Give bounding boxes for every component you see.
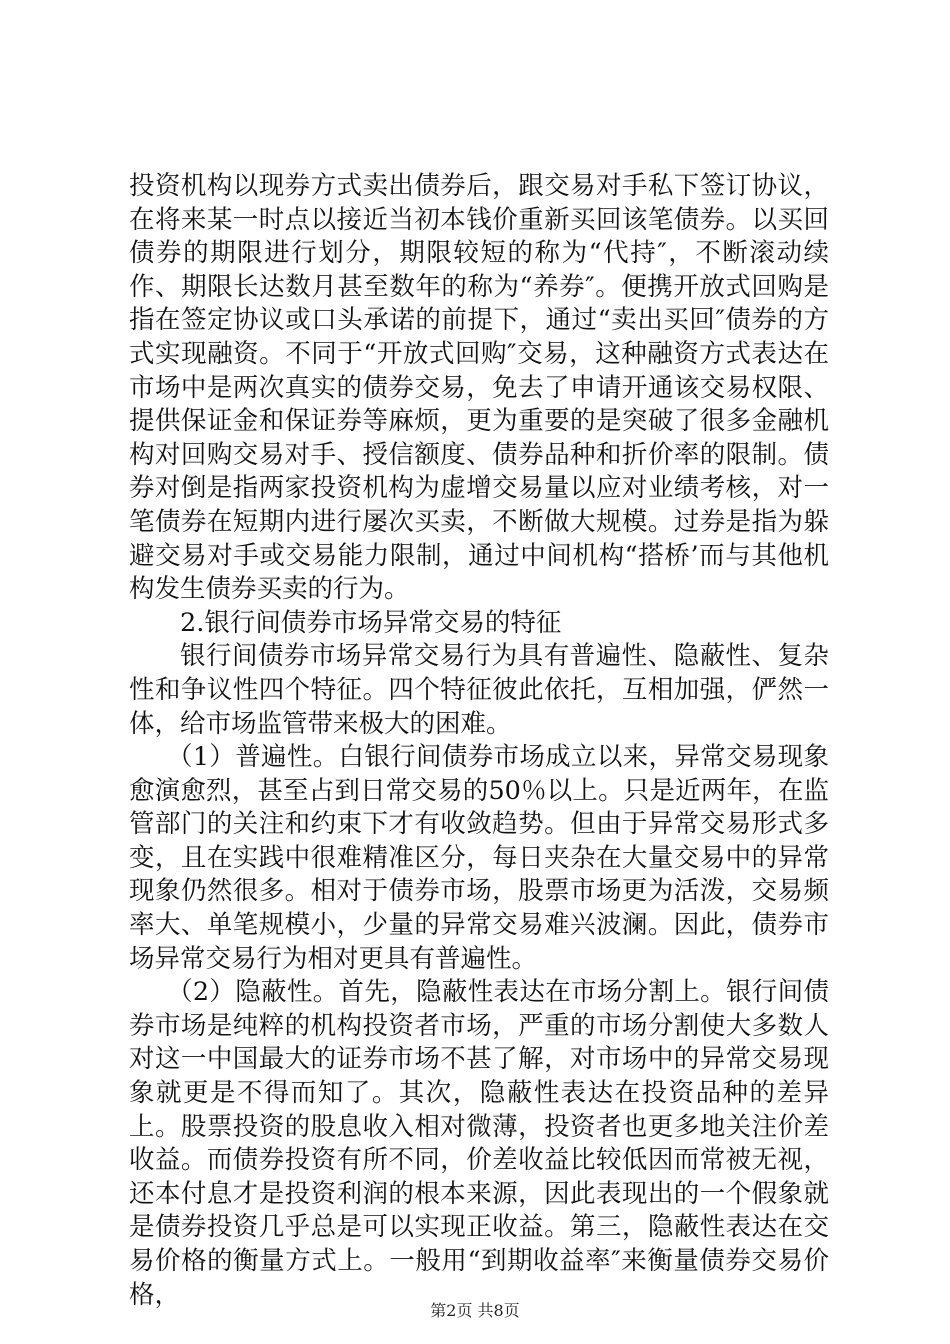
section-heading-features: 2.银行间债券市场异常交易的特征 [180, 607, 562, 638]
page-number-footer: 第2页 共8页 [430, 1301, 520, 1320]
paragraph-concealment: （2）隐蔽性。首先，隐蔽性表达在市场分割上。银行间债券市场是纯粹的机构投资者市场，严重的市场分割使大多数人对这一中国最大的证券市场不甚了解，对市场中的异常交易现象就更是不得而知了。其次，隐蔽性表达在投资品种的差异上。股票投资的股息收入相对微薄，投资者也更多地关注价差收益。而债券投资有所不同，价差收益比较低因而常被无视，还本付息才是投资利润的根本来源，因此表现出的一个假象就是债券投资几乎总是可以实现正收益。第三，隐蔽性表达在交易价格的衡量方式上。一般用“到期收益率″来衡量债券交易价格， [129, 977, 829, 1310]
body-text [129, 170, 829, 1312]
paragraph-universality: （1）普遍性。白银行间债券市场成立以来，异常交易现象愈演愈烈，甚至占到日常交易的50％以上。只是近两年，在监管部门的关注和约束下才有收敛趋势。但由于异常交易形式多变，且在实践中很难精准区分，每日夹杂在大量交易中的异常现象仍然很多。相对于债券市场，股票市场更为活泼，交易频率大、单笔规模小，少量的异常交易难兴波澜。因此，债券市场异常交易行为相对更具有普遍性。 [129, 742, 829, 974]
paragraph-trading-types: 投资机构以现券方式卖出债券后，跟交易对手私下签订协议，在将来某一时点以接近当初本钱价重新买回该笔债券。以买回债券的期限进行划分，期限较短的称为“代持″，不断滚动续作、期限长达数月甚至数年的称为“养券″。便携开放式回购是指在签定协议或口头承诺的前提下，通过“卖出买回″债券的方式实现融资。不同于“开放式回购″交易，这种融资方式表达在市场中是两次真实的债券交易，免去了申请开通该交易权限、提供保证金和保证券等麻烦，更为重要的是突破了很多金融机构对回购交易对手、授信额度、债券品种和折价率的限制。债券对倒是指两家投资机构为虚增交易量以应对业绩考核，对一笔债券在短期内进行屡次买卖，不断做大规模。过券是指为躲避交易对手或交易能力限制，通过中间机构“搭桥’而与其他机构发生债券买卖的行为。 [129, 171, 829, 605]
paragraph-features-intro: 银行间债券市场异常交易行为具有普遍性、隐蔽性、复杂性和争议性四个特征。四个特征彼此依托，互相加强，俨然一体，给市场监管带来极大的困难。 [129, 641, 829, 739]
